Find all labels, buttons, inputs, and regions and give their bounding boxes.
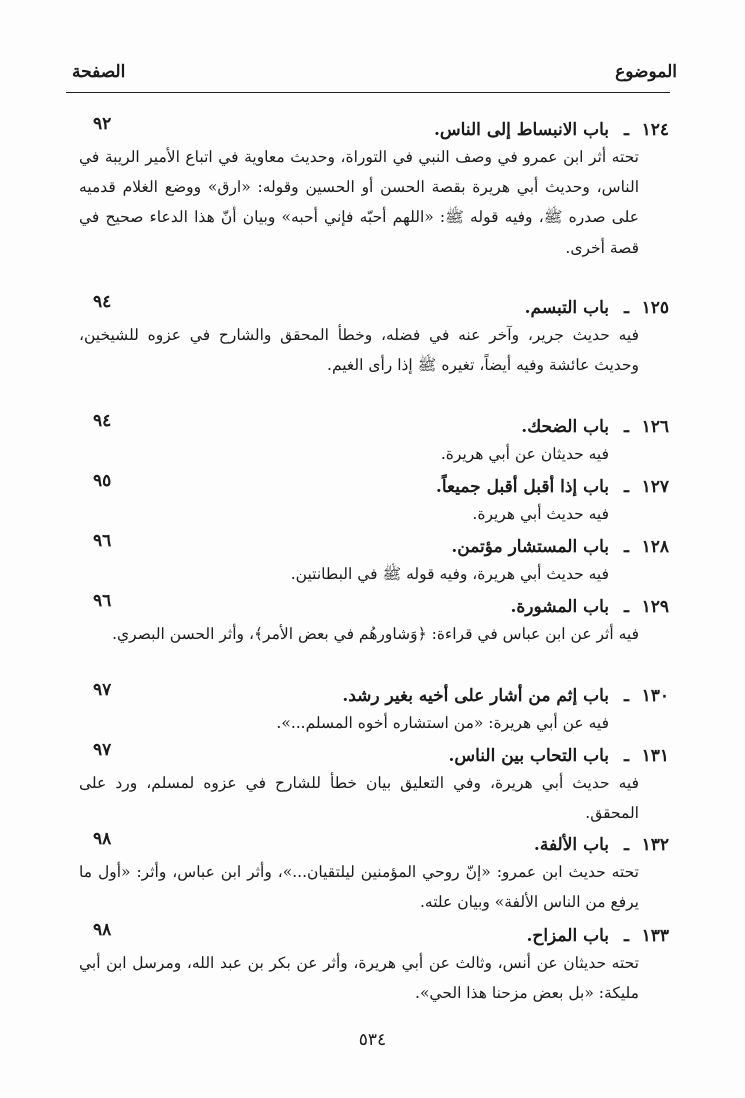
entry-title: باب التبسم.	[524, 298, 609, 318]
entry-number: ١٢٥	[641, 298, 669, 318]
entry-description: فيه عن أبي هريرة: «من استشاره أخوه المسلم...».	[276, 714, 609, 732]
entry-page-number: ٩٦	[93, 531, 112, 551]
entry-title: باب التحاب بين الناس.	[448, 746, 609, 766]
toc-entry	[79, 292, 669, 380]
entry-dash: ـ	[624, 746, 629, 766]
entry-number: ١٣٢	[641, 835, 669, 855]
entry-dash: ـ	[624, 298, 629, 318]
entry-number: ١٢٧	[641, 477, 669, 497]
entry-number: ١٢٨	[641, 537, 669, 557]
entry-title: باب المزاح.	[526, 926, 609, 946]
entry-description: تحته حديث ابن عمرو: «إنّ روحي المؤمنين ليلتقيان...»، وأثر ابن عباس، وأثر: «أول ما يرفع من الناس الألفة» وبيان علته.	[79, 863, 639, 912]
entry-title: باب المشورة.	[510, 597, 609, 617]
entry-description: فيه حديثان عن أبي هريرة.	[440, 445, 609, 463]
toc-entry	[79, 591, 669, 649]
toc-entry	[79, 829, 669, 917]
entry-dash: ـ	[624, 120, 629, 140]
entry-title: باب الانبساط إلى الناس.	[434, 120, 609, 140]
entry-number: ١٢٦	[641, 417, 669, 437]
entry-page-number: ٩٧	[93, 680, 112, 700]
entry-dash: ـ	[624, 686, 629, 706]
entry-description: فيه أثر عن ابن عباس في قراءة: ﴿وَشاورهُم في بعض الأمر﴾، وأثر الحسن البصري.	[112, 625, 639, 643]
page-folio-number: ٥٣٤	[358, 1030, 387, 1050]
entry-number: ١٣١	[641, 746, 669, 766]
entry-number: ١٣٣	[641, 926, 669, 946]
entry-page-number: ٩٨	[93, 829, 112, 849]
toc-entry	[79, 680, 669, 738]
entry-page-number: ٩٨	[93, 920, 112, 940]
entry-title: باب الضحك.	[521, 417, 609, 437]
entry-description: تحته أثر ابن عمرو في وصف النبي في التوراة، وحديث معاوية في اتباع الأمير الريبة في الناس، وحديث أبي هريرة بقصة الحسن أو الحسين وقوله: «ارق» ووضع الغلام قدميه على صدره ﷺ، وفيه قوله ﷺ: «اللهم أحبّه فإني أحبه» وبيان أنّ هذا الدعاء صحيح في قصة أخرى.	[79, 148, 639, 257]
entry-dash: ـ	[624, 417, 629, 437]
entry-title: باب إثم من أشار على أخيه بغير رشد.	[342, 686, 609, 706]
entry-description: فيه حديث أبي هريرة، وفيه قوله ﷺ في البطانتين.	[290, 565, 609, 583]
entry-page-number: ٩٥	[93, 471, 112, 491]
entry-page-number: ٩٢	[93, 114, 112, 134]
entry-number: ١٢٤	[641, 120, 669, 140]
entry-dash: ـ	[624, 477, 629, 497]
entry-title: باب المستشار مؤتمن.	[451, 537, 609, 557]
entry-description: فيه حديث أبي هريرة.	[472, 505, 609, 523]
entry-page-number: ٩٤	[93, 411, 112, 431]
toc-entry	[79, 531, 669, 589]
entry-number: ١٣٠	[641, 686, 669, 706]
entry-description: فيه حديث جرير، وآخر عنه في فضله، وخطأ المحقق والشارح في عزوه للشيخين، وحديث عائشة وفيه أيضاً، تغيره ﷺ إذا رأى الغيم.	[79, 326, 639, 375]
entry-dash: ـ	[624, 926, 629, 946]
entry-description: تحته حديثان عن أنس، وثالث عن أبي هريرة، وأثر عن بكر بن عبد الله، ومرسل ابن أبي مليكة: «بل بعض مزحنا هذا الحي».	[79, 954, 639, 1003]
entry-page-number: ٩٧	[93, 740, 112, 760]
toc-entry	[79, 411, 669, 469]
column-header-subject: الموضوع	[615, 62, 677, 82]
entry-title: باب الألفة.	[533, 835, 609, 855]
entry-page-number: ٩٦	[93, 591, 112, 611]
toc-entry	[79, 471, 669, 529]
column-header-page: الصفحة	[72, 62, 126, 82]
toc-entry	[79, 740, 669, 828]
entry-dash: ـ	[624, 537, 629, 557]
entry-dash: ـ	[624, 597, 629, 617]
entry-dash: ـ	[624, 835, 629, 855]
entry-description: فيه حديث أبي هريرة، وفي التعليق بيان خطأ للشارح في عزوه لمسلم، ورد على المحقق.	[79, 774, 639, 823]
toc-entry	[79, 114, 669, 263]
entry-number: ١٢٩	[641, 597, 669, 617]
entry-page-number: ٩٤	[93, 292, 112, 312]
header-rule	[66, 92, 670, 93]
toc-entry	[79, 920, 669, 1008]
entry-title: باب إذا أقبل أقبل جميعاً.	[435, 477, 609, 497]
